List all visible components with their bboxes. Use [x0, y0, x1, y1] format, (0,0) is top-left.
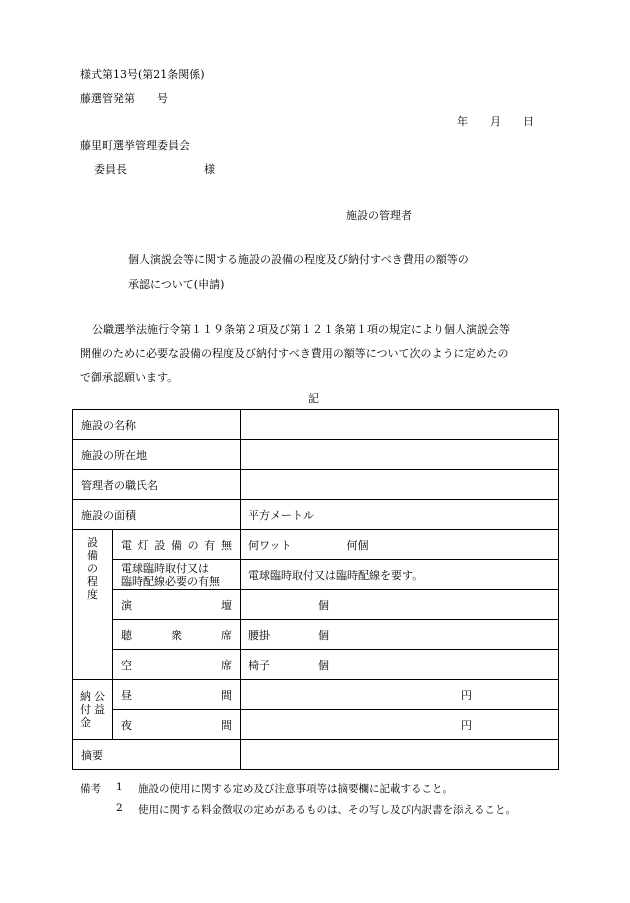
facility-form-table [72, 409, 559, 770]
stage-value[interactable]: 個 [241, 590, 559, 620]
remarks-value[interactable] [241, 740, 559, 770]
document-title-line1: 個人演説会等に関する施設の設備の程度及び納付すべき費用の額等の [128, 253, 469, 266]
stage-label: 演 壇 [113, 590, 241, 620]
note-2-text: 使用に関する料金徴収の定めがあるものは、その写し及び内訳書を添えること。 [138, 804, 516, 816]
daytime-value[interactable]: 円 [241, 680, 559, 710]
empty-seats-value[interactable]: 椅子 個 [241, 650, 559, 680]
fee-group-label: 納 付 金 公 益 [73, 680, 113, 740]
note-1-number: 1 [116, 781, 123, 793]
facility-name-label: 施設の名称 [73, 410, 241, 440]
row-empty-seats [73, 650, 559, 680]
area-value[interactable]: 平方メートル [241, 500, 559, 530]
sender-label: 施設の管理者 [346, 209, 412, 222]
row-area [73, 500, 559, 530]
body-line-2: 開催のために必要な設備の程度及び納付すべき費用の額等について次のように定めたの [80, 347, 509, 360]
temp-wiring-label: 電球臨時取付又は 臨時配線必要の有無 [113, 560, 241, 590]
temp-wiring-value[interactable]: 電球臨時取付又は臨時配線を要す。 [241, 560, 559, 590]
row-facility-location [73, 440, 559, 470]
note-1-text: 施設の使用に関する定め及び注意事項等は摘要欄に記載すること。 [138, 783, 453, 795]
document-title-line2: 承認について(申請) [128, 278, 225, 291]
row-stage [73, 590, 559, 620]
empty-seats-label: 空 席 [113, 650, 241, 680]
lighting-label: 電 灯 設 備 の 有 無 [113, 530, 241, 560]
row-temp-wiring [73, 560, 559, 590]
manager-label: 管理者の職氏名 [73, 470, 241, 500]
row-audience [73, 620, 559, 650]
facility-location-value[interactable] [241, 440, 559, 470]
row-facility-name [73, 410, 559, 440]
row-remarks [73, 740, 559, 770]
night-value[interactable]: 円 [241, 710, 559, 740]
remarks-label: 摘要 [73, 740, 241, 770]
audience-label: 聴 衆 席 [113, 620, 241, 650]
area-label: 施設の面積 [73, 500, 241, 530]
manager-value[interactable] [241, 470, 559, 500]
body-line-1: 公職選挙法施行令第１１９条第２項及び第１２１条第１項の規定により個人演説会等 [92, 323, 510, 336]
form-number: 様式第13号(第21条関係) [80, 68, 205, 81]
facility-name-value[interactable] [241, 410, 559, 440]
facility-location-label: 施設の所在地 [73, 440, 241, 470]
night-label: 夜 間 [113, 710, 241, 740]
row-manager [73, 470, 559, 500]
lighting-value[interactable]: 何ワット 何個 [241, 530, 559, 560]
equipment-group-label: 設 備 の 程 度 [73, 530, 113, 680]
daytime-label: 昼 間 [113, 680, 241, 710]
row-lighting [73, 530, 559, 560]
row-daytime-fee [73, 680, 559, 710]
notes-heading: 備考 [80, 783, 101, 795]
date-field: 年 月 日 [457, 115, 534, 128]
ki-mark: 記 [308, 392, 319, 405]
addressee-organization: 藤里町選挙管理委員会 [80, 139, 190, 152]
row-night-fee [73, 710, 559, 740]
document-number: 藤選管発第 号 [80, 92, 168, 105]
body-line-3: で御承認願います。 [80, 371, 179, 384]
addressee-title: 委員長 様 [94, 163, 215, 176]
audience-value[interactable]: 腰掛 個 [241, 620, 559, 650]
note-2-number: 2 [116, 802, 123, 814]
